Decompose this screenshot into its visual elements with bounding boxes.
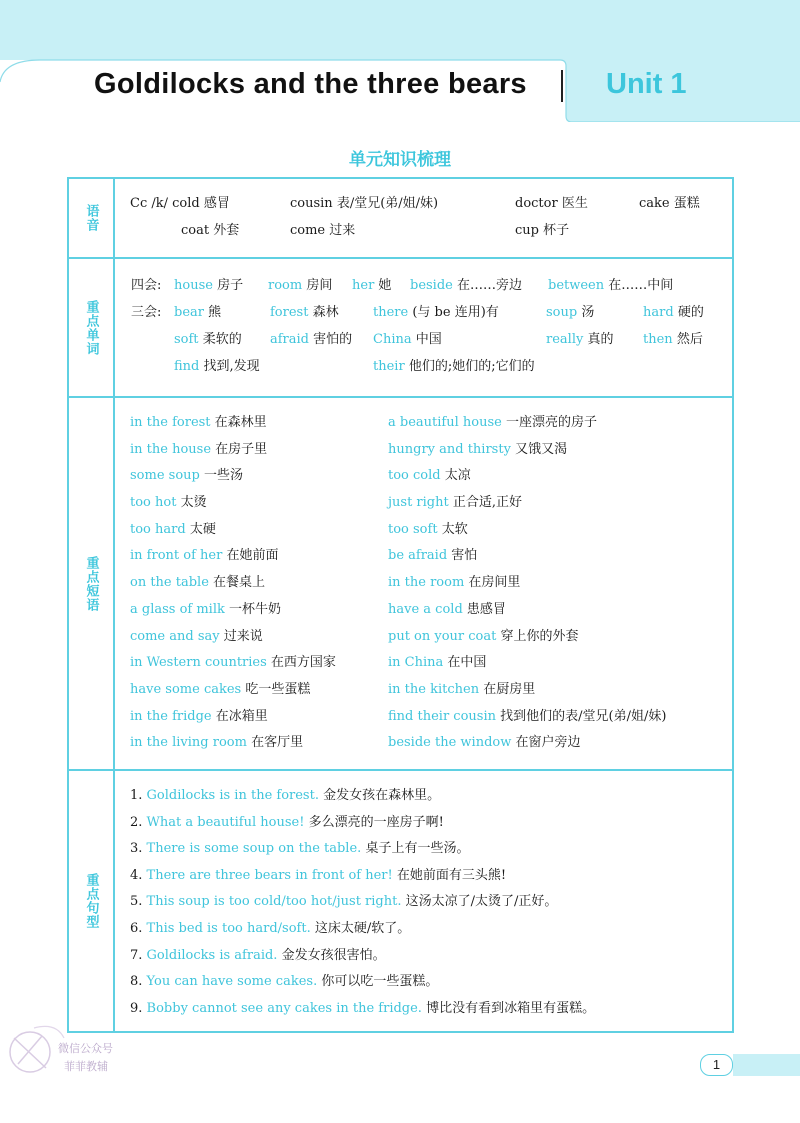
word-item: afraid 害怕的 bbox=[270, 332, 353, 347]
words-row bbox=[69, 259, 732, 398]
phrase-item: a glass of milk 一杯牛奶 bbox=[130, 601, 282, 617]
phrase-item: some soup 一些汤 bbox=[130, 468, 243, 484]
page-number: 1 bbox=[700, 1054, 733, 1076]
phrase-item: in the fridge 在冰箱里 bbox=[130, 708, 268, 724]
sentences-content bbox=[115, 771, 732, 1031]
phrase-item: on the table 在餐桌上 bbox=[130, 575, 266, 591]
phrases-row bbox=[69, 398, 732, 771]
phrase-item: have a cold 患感冒 bbox=[388, 601, 506, 617]
sentence-item: 9. Bobby cannot see any cakes in the fridge. 博比没有看到冰箱里有蛋糕。 bbox=[130, 1000, 596, 1016]
sentence-item: 1. Goldilocks is in the forest. 金发女孩在森林里。 bbox=[130, 788, 441, 803]
word-item: house 房子 bbox=[174, 278, 244, 293]
phrases-left-column bbox=[130, 414, 336, 761]
word-item: room 房间 bbox=[268, 278, 333, 293]
phrase-item: in the room 在房间里 bbox=[388, 575, 521, 591]
phrase-item: hungry and thirsty 又饿又渴 bbox=[388, 441, 568, 457]
word-item: soft 柔软的 bbox=[174, 332, 242, 347]
phrase-item: come and say 过来说 bbox=[130, 628, 263, 644]
sentence-item: 6. This bed is too hard/soft. 这床太硬/软了。 bbox=[130, 920, 411, 936]
page-number-bar bbox=[733, 1054, 800, 1076]
word-item: her 她 bbox=[352, 278, 392, 293]
word-item: then 然后 bbox=[643, 332, 703, 347]
phonics-row bbox=[69, 179, 732, 259]
phrase-item: be afraid 害怕 bbox=[388, 548, 478, 564]
words-label-cell bbox=[69, 259, 115, 396]
three-skills-label: 三会: bbox=[131, 305, 162, 320]
sentence-item: 7. Goldilocks is afraid. 金发女孩很害怕。 bbox=[130, 947, 386, 963]
sentences-label: 重点句型 bbox=[83, 873, 99, 929]
four-skills-label: 四会: bbox=[131, 278, 162, 293]
sentence-item: 4. There are three bears in front of her! 在她前面有三头熊! bbox=[130, 867, 507, 883]
phrase-item: too hot 太烫 bbox=[130, 495, 207, 511]
words-content bbox=[115, 259, 732, 396]
watermark bbox=[4, 1018, 116, 1088]
unit-title: Goldilocks and the three bears bbox=[94, 68, 527, 100]
word-item: China 中国 bbox=[373, 332, 442, 347]
sentences-list bbox=[130, 787, 595, 1026]
word-item: between 在……中间 bbox=[548, 278, 674, 293]
phrase-item: in China 在中国 bbox=[388, 655, 487, 671]
word-item: bear 熊 bbox=[174, 305, 222, 320]
phonics-item: cousin 表/堂兄(弟/姐/妹) bbox=[290, 196, 439, 211]
phrase-item: in the forest 在森林里 bbox=[130, 415, 267, 430]
phrase-item: in the kitchen 在厨房里 bbox=[388, 681, 536, 697]
phonics-item: cup 杯子 bbox=[515, 223, 570, 238]
word-item: really 真的 bbox=[546, 332, 614, 347]
word-item: there (与 be 连用)有 bbox=[373, 305, 499, 320]
word-item: soup 汤 bbox=[546, 305, 595, 320]
watermark-line1: 微信公众号 bbox=[58, 1042, 113, 1055]
phrase-item: in the living room 在客厅里 bbox=[130, 735, 304, 751]
header-band bbox=[0, 0, 800, 122]
phrase-item: in Western countries 在西方国家 bbox=[130, 655, 336, 671]
word-item: beside 在……旁边 bbox=[410, 278, 523, 293]
word-item: hard 硬的 bbox=[643, 305, 704, 320]
word-item: forest 森林 bbox=[270, 305, 339, 320]
phrase-item: have some cakes 吃一些蛋糕 bbox=[130, 681, 311, 697]
phrase-item: in the house 在房子里 bbox=[130, 441, 268, 457]
phonics-item: doctor 医生 bbox=[515, 196, 588, 211]
phrase-item: in front of her 在她前面 bbox=[130, 548, 279, 564]
sentence-item: 2. What a beautiful house! 多么漂亮的一座房子啊! bbox=[130, 814, 444, 830]
phrase-item: put on your coat 穿上你的外套 bbox=[388, 628, 579, 644]
phrase-item: too soft 太软 bbox=[388, 521, 468, 537]
sentence-item: 8. You can have some cakes. 你可以吃一些蛋糕。 bbox=[130, 974, 439, 990]
words-label: 重点单词 bbox=[83, 299, 99, 356]
phrase-item: beside the window 在窗户旁边 bbox=[388, 735, 581, 751]
phonics-item: coat 外套 bbox=[181, 223, 240, 238]
sentence-item: 3. There is some soup on the table. 桌子上有一些汤。 bbox=[130, 841, 470, 857]
phonics-item: Cc /k/ cold 感冒 bbox=[130, 196, 230, 211]
phonics-label-cell bbox=[69, 179, 115, 257]
word-item: their 他们的;她们的;它们的 bbox=[373, 359, 535, 374]
phrases-label-cell bbox=[69, 398, 115, 769]
sentences-label-cell bbox=[69, 771, 115, 1031]
phrase-item: a beautiful house 一座漂亮的房子 bbox=[388, 415, 597, 430]
phrase-item: too hard 太硬 bbox=[130, 521, 216, 537]
phonics-label: 语音 bbox=[83, 204, 99, 232]
phrase-item: too cold 太凉 bbox=[388, 468, 471, 484]
phonics-item: come 过来 bbox=[290, 223, 356, 238]
phrases-label: 重点短语 bbox=[83, 555, 99, 612]
word-item: find 找到,发现 bbox=[174, 359, 260, 374]
sentence-item: 5. This soup is too cold/too hot/just right. 这汤太凉了/太烫了/正好。 bbox=[130, 894, 558, 910]
phonics-item: cake 蛋糕 bbox=[639, 196, 700, 211]
watermark-line2: 菲菲教辅 bbox=[64, 1060, 108, 1073]
sentences-row bbox=[69, 771, 732, 1031]
phrases-right-column bbox=[388, 414, 666, 761]
section-title: 单元知识梳理 bbox=[349, 150, 451, 170]
phrase-item: find their cousin 找到他们的表/堂兄(弟/姐/妹) bbox=[388, 708, 667, 724]
phonics-content bbox=[115, 179, 732, 257]
unit-number: Unit 1 bbox=[606, 68, 687, 100]
phrase-item: just right 正合适,正好 bbox=[388, 495, 523, 511]
phrases-content bbox=[115, 398, 732, 769]
knowledge-table bbox=[67, 177, 734, 1033]
